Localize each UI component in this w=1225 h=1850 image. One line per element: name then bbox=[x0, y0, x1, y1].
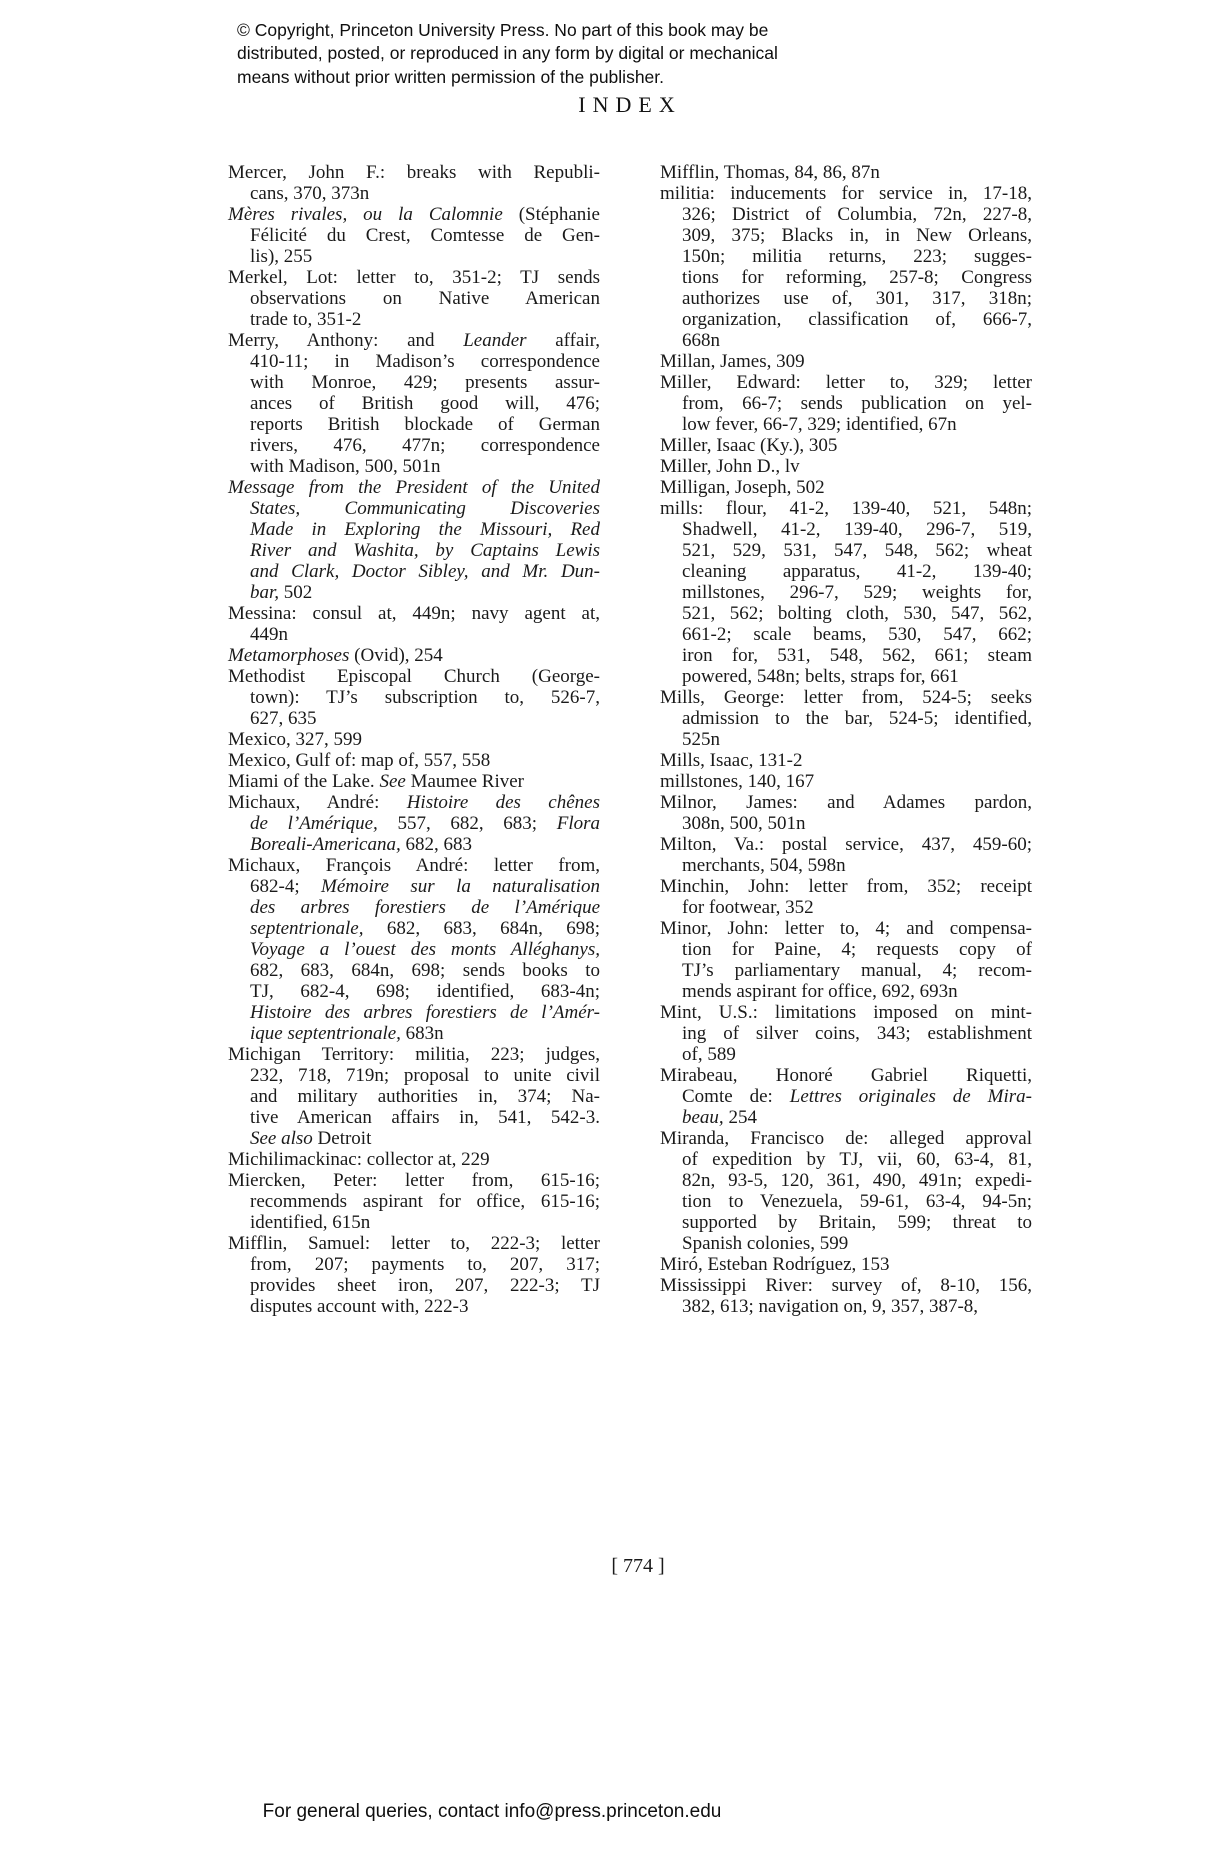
index-entry-line: supported by Britain, 599; threat to bbox=[682, 1212, 1032, 1233]
index-entry bbox=[228, 1044, 600, 1149]
index-entry-line: 410-11; in Madison’s correspondence bbox=[250, 351, 600, 372]
footer-contact-line bbox=[263, 1801, 722, 1823]
index-entry bbox=[228, 330, 600, 477]
page-number: [ 774 ] bbox=[611, 1555, 665, 1577]
page-title: INDEX bbox=[578, 92, 682, 117]
index-entry-line: tion to Venezuela, 59-61, 63-4, 94-5n; bbox=[682, 1191, 1032, 1212]
index-entry bbox=[660, 750, 1032, 771]
index-entry-line: Millan, James, 309 bbox=[660, 351, 805, 372]
index-entry-line: Made in Exploring the Missouri, Red bbox=[250, 519, 600, 540]
index-entry-line: 309, 375; Blacks in, in New Orleans, bbox=[682, 225, 1032, 246]
contact-email[interactable]: info@press.princeton.edu bbox=[504, 1801, 722, 1822]
index-entry-line: Miller, Isaac (Ky.), 305 bbox=[660, 435, 838, 456]
index-entry bbox=[660, 351, 1032, 372]
index-entry bbox=[660, 918, 1032, 1002]
index-entry-line: See also Detroit bbox=[250, 1128, 372, 1149]
index-entry-line: merchants, 504, 598n bbox=[682, 855, 846, 876]
index-entry-line: provides sheet iron, 207, 222-3; TJ bbox=[250, 1275, 600, 1296]
index-entry-line: septentrionale, 682, 683, 684n, 698; bbox=[250, 918, 600, 939]
index-entry-line: lis), 255 bbox=[250, 246, 313, 267]
index-entry-line: trade to, 351-2 bbox=[250, 309, 362, 330]
index-entry-line: 150n; militia returns, 223; sugges- bbox=[682, 246, 1032, 267]
index-entry bbox=[660, 1128, 1032, 1254]
index-entry bbox=[660, 834, 1032, 876]
index-entry-line: 82n, 93-5, 120, 361, 490, 491n; expedi- bbox=[682, 1170, 1032, 1191]
index-entry-line: mills: flour, 41-2, 139-40, 521, 548n; bbox=[660, 498, 1032, 519]
index-entry bbox=[228, 1233, 600, 1317]
index-entry-line: Félicité du Crest, Comtesse de Gen- bbox=[250, 225, 600, 246]
index-entry-line: Miller, Edward: letter to, 329; letter bbox=[660, 372, 1032, 393]
index-column-right bbox=[660, 162, 1032, 1317]
index-entry-line: 682, 683, 684n, 698; sends books to bbox=[250, 960, 600, 981]
index-entry-line: Comte de: Lettres originales de Mira- bbox=[682, 1086, 1032, 1107]
index-entry-line: ique septentrionale, 683n bbox=[250, 1023, 444, 1044]
index-entry-line: Methodist Episcopal Church (George- bbox=[228, 666, 600, 687]
index-entry-line: Michilimackinac: collector at, 229 bbox=[228, 1149, 490, 1170]
index-entry-line: Mint, U.S.: limitations imposed on mint- bbox=[660, 1002, 1032, 1023]
index-entry-line: Miller, John D., lv bbox=[660, 456, 800, 477]
index-entry-line: Merry, Anthony: and Leander affair, bbox=[228, 330, 600, 351]
index-entry-line: Merkel, Lot: letter to, 351-2; TJ sends bbox=[228, 267, 600, 288]
index-entry-line: Mills, Isaac, 131-2 bbox=[660, 750, 803, 771]
index-entry bbox=[660, 477, 1032, 498]
index-entry-line: Mills, George: letter from, 524-5; seeks bbox=[660, 687, 1032, 708]
index-entry-line: militia: inducements for service in, 17-18, bbox=[660, 183, 1032, 204]
index-entry-line: de l’Amérique, 557, 682, 683; Flora bbox=[250, 813, 600, 834]
copyright-line: distributed, posted, or reproduced in any form by digital or mechanical bbox=[237, 43, 778, 64]
index-entry-line: 326; District of Columbia, 72n, 227-8, bbox=[682, 204, 1032, 225]
index-entry-line: admission to the bar, 524-5; identified, bbox=[682, 708, 1032, 729]
index-entry-line: Mississippi River: survey of, 8-10, 156, bbox=[660, 1275, 1032, 1296]
index-entry bbox=[228, 162, 600, 204]
index-entry-line: ing of silver coins, 343; establishment bbox=[682, 1023, 1032, 1044]
index-entry-line: of, 589 bbox=[682, 1044, 736, 1065]
index-entry-line: cleaning apparatus, 41-2, 139-40; bbox=[682, 561, 1032, 582]
index-entry-line: Mercer, John F.: breaks with Republi- bbox=[228, 162, 600, 183]
index-entry-line: Minor, John: letter to, 4; and compensa- bbox=[660, 918, 1032, 939]
index-entry-line: Milligan, Joseph, 502 bbox=[660, 477, 825, 498]
index-entry-line: Michaux, François André: letter from, bbox=[228, 855, 600, 876]
index-entry-line: 521, 562; bolting cloth, 530, 547, 562, bbox=[682, 603, 1032, 624]
index-entry bbox=[228, 1170, 600, 1233]
copyright-notice bbox=[237, 19, 857, 89]
index-entry-line: 382, 613; navigation on, 9, 357, 387-8, bbox=[682, 1296, 979, 1317]
index-entry-line: town): TJ’s subscription to, 526-7, bbox=[250, 687, 600, 708]
index-entry-line: States, Communicating Discoveries bbox=[250, 498, 600, 519]
index-entry-line: Miró, Esteban Rodríguez, 153 bbox=[660, 1254, 890, 1275]
index-entry-line: Miami of the Lake. See Maumee River bbox=[228, 771, 524, 792]
index-entry bbox=[660, 183, 1032, 351]
index-entry bbox=[228, 855, 600, 1044]
index-entry-line: Milton, Va.: postal service, 437, 459-60; bbox=[660, 834, 1032, 855]
index-entry-line: identified, 615n bbox=[250, 1212, 371, 1233]
copyright-line: © Copyright, Princeton University Press. No part of this book may be bbox=[237, 20, 769, 40]
index-entry-line: from, 207; payments to, 207, 317; bbox=[250, 1254, 600, 1275]
index-entry-line: Voyage a l’ouest des monts Alléghanys, bbox=[250, 939, 600, 960]
index-entry-line: millstones, 140, 167 bbox=[660, 771, 815, 792]
index-entry-line: bar, 502 bbox=[250, 582, 313, 603]
index-entry bbox=[228, 666, 600, 729]
index-entry-line: and military authorities in, 374; Na- bbox=[250, 1086, 600, 1107]
index-entry bbox=[228, 1149, 600, 1170]
index-entry-line: 661-2; scale beams, 530, 547, 662; bbox=[682, 624, 1032, 645]
index-entry-line: 627, 635 bbox=[250, 708, 317, 729]
index-entry-line: Metamorphoses (Ovid), 254 bbox=[228, 645, 443, 666]
index-entry-line: Mères rivales, ou la Calomnie (Stéphanie bbox=[228, 204, 600, 225]
index-entry-line: 682-4; Mémoire sur la naturalisation bbox=[250, 876, 600, 897]
index-entry-line: powered, 548n; belts, straps for, 661 bbox=[682, 666, 959, 687]
index-entry bbox=[228, 771, 600, 792]
index-entry bbox=[660, 1002, 1032, 1065]
index-column-left bbox=[228, 162, 600, 1317]
index-entry-line: and Clark, Doctor Sibley, and Mr. Dun- bbox=[250, 561, 600, 582]
index-entry-line: Mirabeau, Honoré Gabriel Riquetti, bbox=[660, 1065, 1032, 1086]
footer-contact-prefix: For general queries, contact bbox=[262, 1801, 505, 1822]
index-entry-line: 521, 529, 531, 547, 548, 562; wheat bbox=[682, 540, 1032, 561]
index-entry bbox=[660, 876, 1032, 918]
index-entry-line: beau, 254 bbox=[682, 1107, 757, 1128]
index-entry-line: with Monroe, 429; presents assur- bbox=[250, 372, 600, 393]
index-entry-line: Shadwell, 41-2, 139-40, 296-7, 519, bbox=[682, 519, 1032, 540]
index-entry-line: Milnor, James: and Adames pardon, bbox=[660, 792, 1032, 813]
index-entry-line: from, 66-7; sends publication on yel- bbox=[682, 393, 1032, 414]
index-entry-line: Michaux, André: Histoire des chênes bbox=[228, 792, 600, 813]
index-entry-line: TJ’s parliamentary manual, 4; recom- bbox=[682, 960, 1032, 981]
index-entry-line: with Madison, 500, 501n bbox=[250, 456, 441, 477]
index-entry-line: Mexico, 327, 599 bbox=[228, 729, 363, 750]
index-entry-line: TJ, 682-4, 698; identified, 683-4n; bbox=[250, 981, 600, 1002]
index-entry-line: Miranda, Francisco de: alleged approval bbox=[660, 1128, 1032, 1149]
index-entry-line: of expedition by TJ, vii, 60, 63-4, 81, bbox=[682, 1149, 1032, 1170]
index-entry-line: River and Washita, by Captains Lewis bbox=[250, 540, 600, 561]
index-entry-line: ances of British good will, 476; bbox=[250, 393, 600, 414]
index-entry-line: Mifflin, Thomas, 84, 86, 87n bbox=[660, 162, 880, 183]
index-entry-line: Histoire des arbres forestiers de l’Amér- bbox=[250, 1002, 600, 1023]
index-entry-line: Minchin, John: letter from, 352; receipt bbox=[660, 876, 1032, 897]
index-entry bbox=[660, 687, 1032, 750]
index-entry-line: organization, classification of, 666-7, bbox=[682, 309, 1032, 330]
index-entry-line: tions for reforming, 257-8; Congress bbox=[682, 267, 1032, 288]
index-entry-line: Mifflin, Samuel: letter to, 222-3; letter bbox=[228, 1233, 600, 1254]
index-entry-line: for footwear, 352 bbox=[682, 897, 814, 918]
index-entry-line: Message from the President of the United bbox=[228, 477, 600, 498]
index-entry bbox=[660, 771, 1032, 792]
index-entry bbox=[228, 729, 600, 750]
index-entry-line: 449n bbox=[250, 624, 288, 645]
index-entry-line: Mexico, Gulf of: map of, 557, 558 bbox=[228, 750, 491, 771]
index-entry-line: des arbres forestiers de l’Amérique bbox=[250, 897, 600, 918]
index-entry bbox=[228, 792, 600, 855]
index-entry bbox=[660, 372, 1032, 435]
index-entry-line: 668n bbox=[682, 330, 720, 351]
index-entry-line: authorizes use of, 301, 317, 318n; bbox=[682, 288, 1032, 309]
index-entry bbox=[660, 498, 1032, 687]
index-entry bbox=[660, 162, 1032, 183]
index-entry-line: tive American affairs in, 541, 542-3. bbox=[250, 1107, 600, 1128]
index-entry bbox=[660, 1254, 1032, 1275]
index-entry-line: 308n, 500, 501n bbox=[682, 813, 806, 834]
index-entry bbox=[660, 456, 1032, 477]
index-entry-line: 232, 718, 719n; proposal to unite civil bbox=[250, 1065, 600, 1086]
index-entry-line: Spanish colonies, 599 bbox=[682, 1233, 849, 1254]
index-entry bbox=[228, 645, 600, 666]
index-entry bbox=[228, 750, 600, 771]
index-entry-line: disputes account with, 222-3 bbox=[250, 1296, 469, 1317]
index-entry-line: Messina: consul at, 449n; navy agent at, bbox=[228, 603, 600, 624]
index-entry bbox=[228, 603, 600, 645]
index-entry-line: reports British blockade of German bbox=[250, 414, 600, 435]
copyright-line: means without prior written permission of the publisher. bbox=[237, 66, 665, 87]
index-entry-line: mends aspirant for office, 692, 693n bbox=[682, 981, 958, 1002]
index-entry bbox=[228, 477, 600, 603]
index-entry-line: Miercken, Peter: letter from, 615-16; bbox=[228, 1170, 600, 1191]
index-entry bbox=[660, 1065, 1032, 1128]
index-columns bbox=[228, 162, 1032, 1317]
index-entry bbox=[660, 792, 1032, 834]
index-entry-line: Boreali-Americana, 682, 683 bbox=[250, 834, 472, 855]
index-entry-line: tion for Paine, 4; requests copy of bbox=[682, 939, 1032, 960]
index-entry-line: iron for, 531, 548, 562, 661; steam bbox=[682, 645, 1032, 666]
index-entry-line: Michigan Territory: militia, 223; judges, bbox=[228, 1044, 600, 1065]
index-entry-line: 525n bbox=[682, 729, 720, 750]
index-entry bbox=[660, 1275, 1032, 1317]
index-entry bbox=[228, 267, 600, 330]
index-entry-line: rivers, 476, 477n; correspondence bbox=[250, 435, 600, 456]
index-entry-line: cans, 370, 373n bbox=[250, 183, 370, 204]
index-entry-line: recommends aspirant for office, 615-16; bbox=[250, 1191, 600, 1212]
index-entry bbox=[660, 435, 1032, 456]
index-entry-line: observations on Native American bbox=[250, 288, 600, 309]
index-entry-line: low fever, 66-7, 329; identified, 67n bbox=[682, 414, 957, 435]
index-entry-line: millstones, 296-7, 529; weights for, bbox=[682, 582, 1032, 603]
index-entry bbox=[228, 204, 600, 267]
